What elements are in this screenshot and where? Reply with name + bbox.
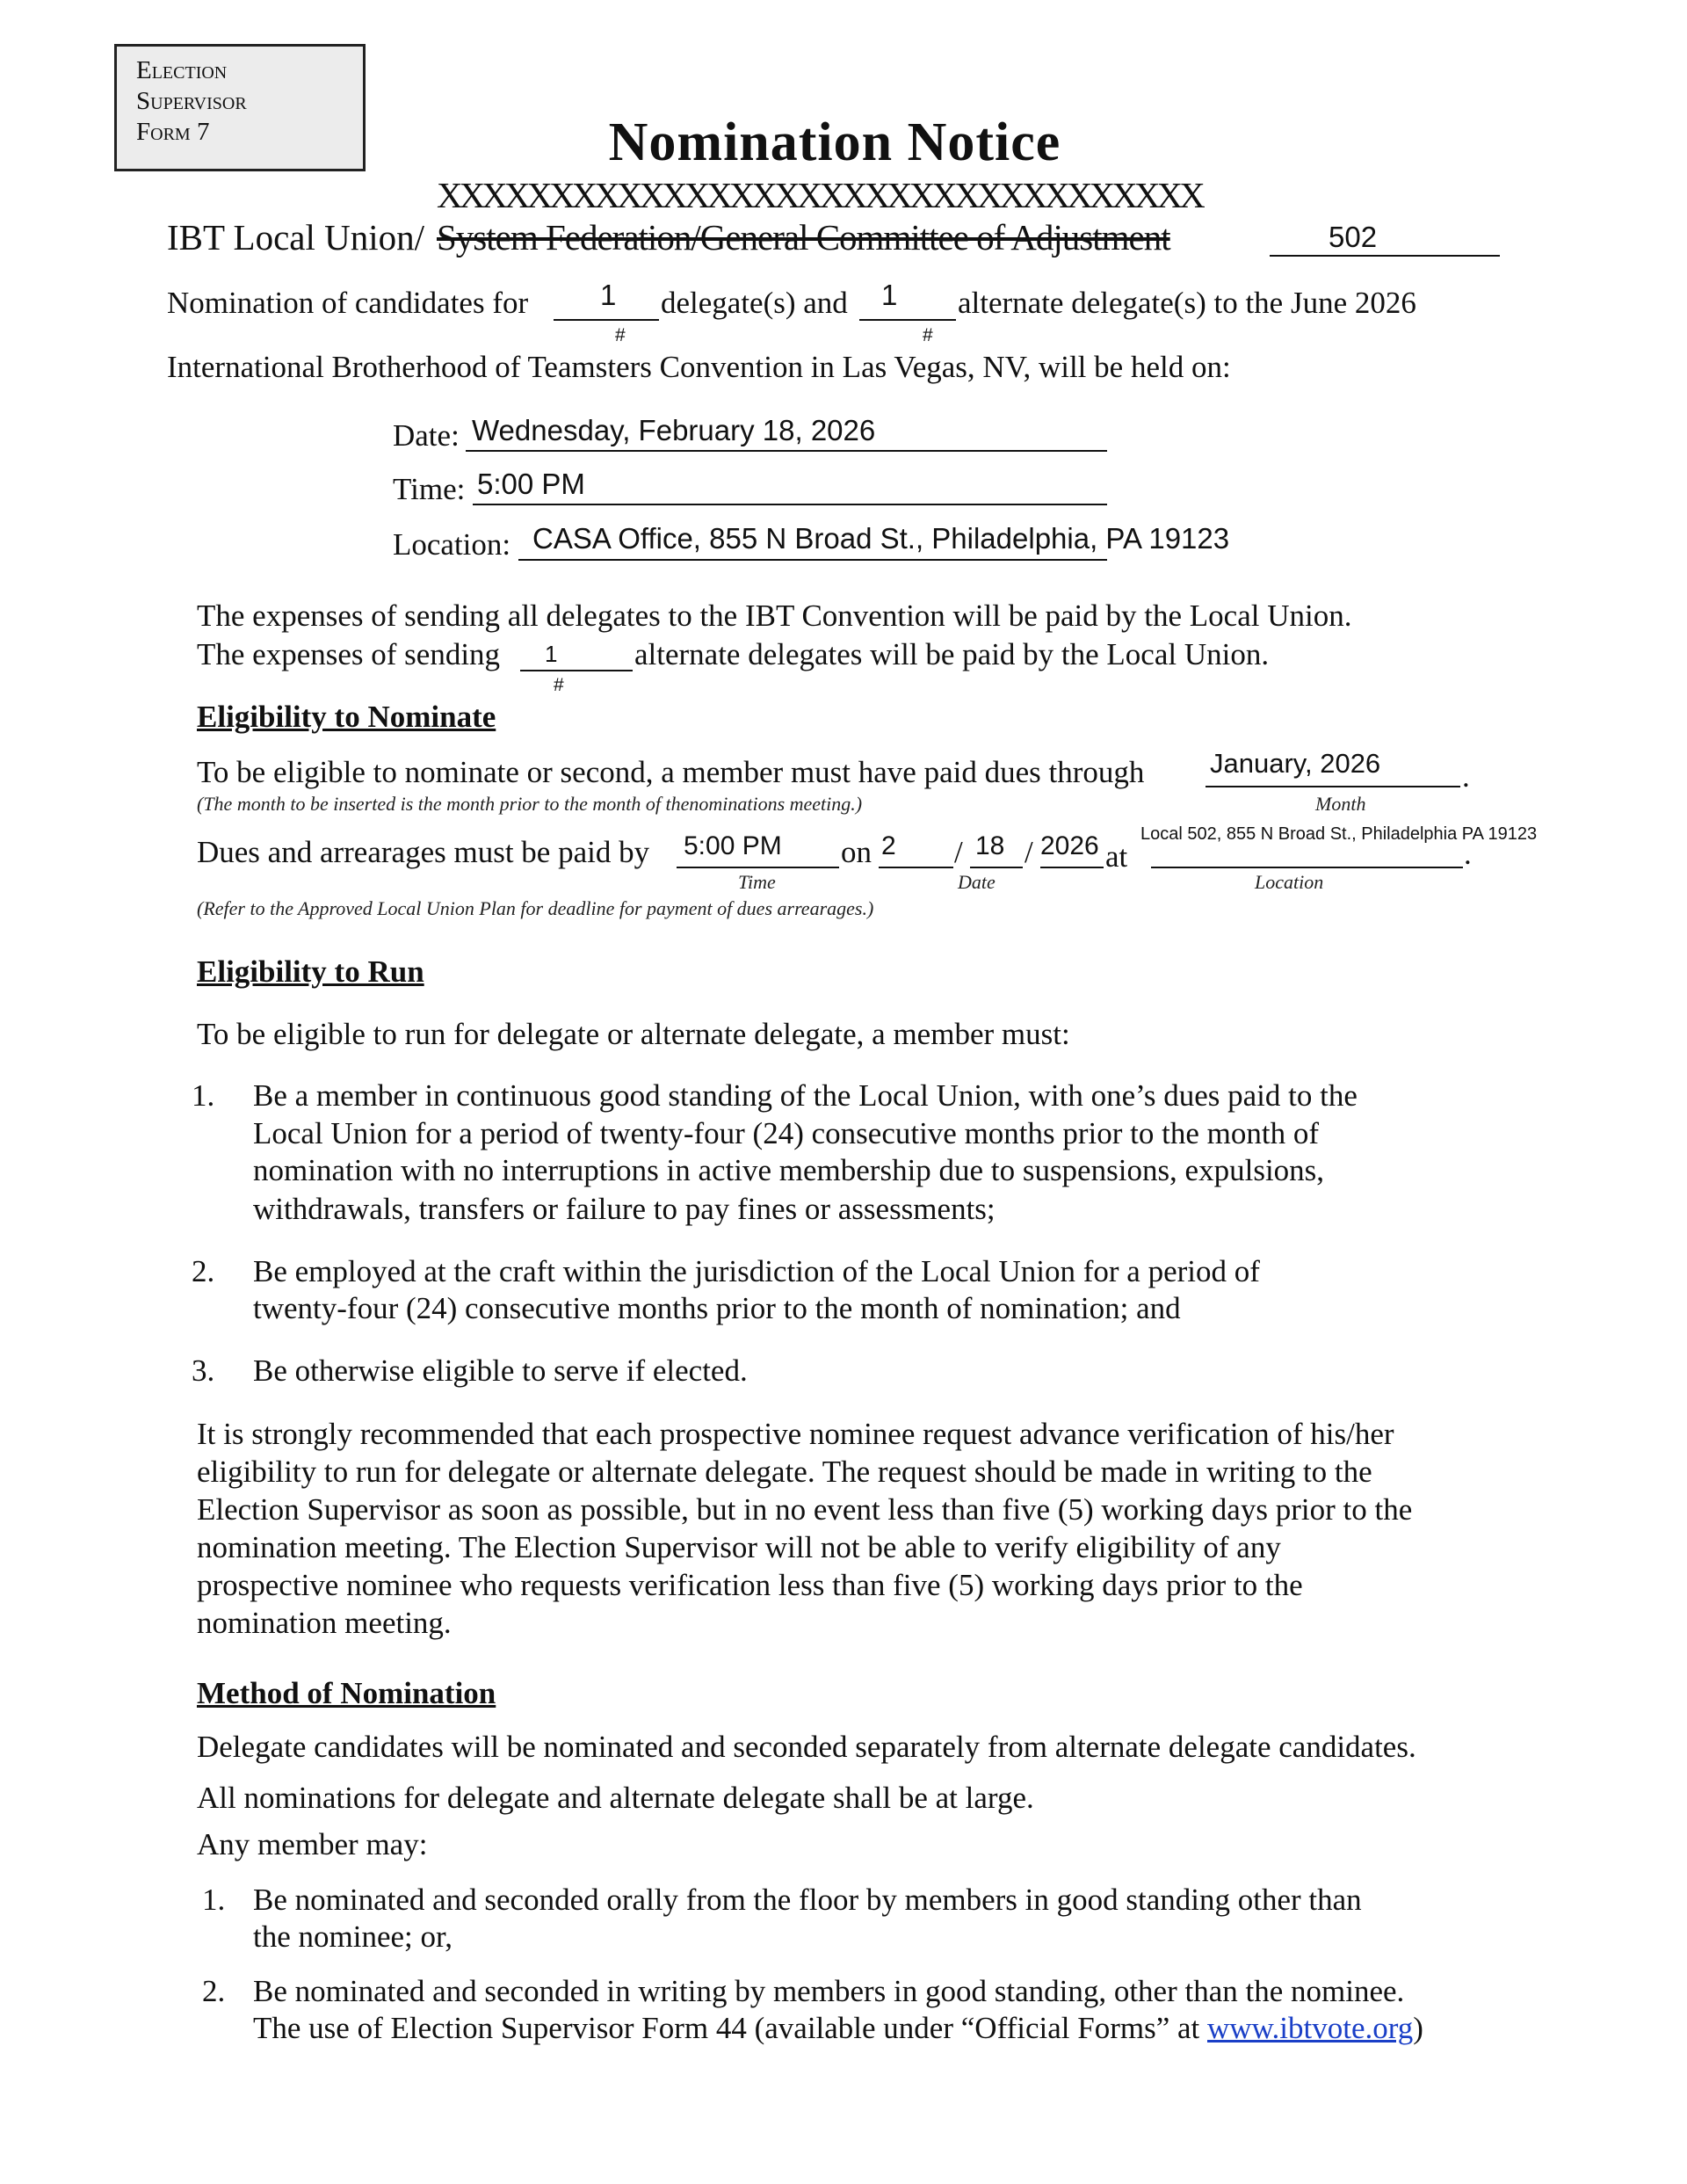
- expenses-line-1: The expenses of sending all delegates to the IBT Convention will be paid by the Local Union.: [197, 599, 1352, 633]
- list-item-line: Be otherwise eligible to serve if elected.: [253, 1353, 748, 1388]
- time-label: Time:: [393, 472, 466, 506]
- date-slash: /: [954, 835, 963, 869]
- refer-note: (Refer to the Approved Local Union Plan for deadline for payment of dues arrearages.): [197, 897, 874, 919]
- expenses-text-b: alternate delegates will be paid by the Local Union.: [634, 637, 1270, 671]
- form-label-line: Form 7: [136, 118, 210, 146]
- hash-label: #: [615, 325, 626, 345]
- method-line-2: All nominations for delegate and alternate delegate shall be at large.: [197, 1781, 1034, 1815]
- paragraph-line: It is strongly recommended that each prospective nominee request advance verification of his/her: [197, 1417, 1394, 1451]
- dues-time[interactable]: 5:00 PM: [684, 831, 782, 860]
- paragraph-line: prospective nominee who requests verification less than five (5) working days prior to the: [197, 1568, 1303, 1602]
- nomination-text-1: Nomination of candidates for: [167, 286, 529, 320]
- list-item-line: Be nominated and seconded orally from the floor by members in good standing other than: [253, 1883, 1362, 1917]
- union-strike-overlay: XXXXXXXXXXXXXXXXXXXXXXXXXXXXXXXXXX: [437, 175, 1202, 215]
- eligibility-run-heading: Eligibility to Run: [197, 954, 424, 989]
- time-label: Time: [738, 871, 776, 893]
- list-item-line: nomination with no interruptions in active membership due to suspensions, expulsions,: [253, 1153, 1325, 1187]
- dues-day[interactable]: 18: [975, 831, 1005, 860]
- form-label-line: Supervisor: [136, 87, 247, 115]
- union-prefix: IBT Local Union/: [167, 217, 425, 258]
- paragraph-line: eligibility to run for delegate or alternate delegate. The request should be made in writing to the: [197, 1455, 1372, 1489]
- at-text: at: [1105, 839, 1128, 874]
- list-item-line: Local Union for a period of twenty-four (24) consecutive months prior to the month of: [253, 1116, 1320, 1150]
- hash-label: #: [923, 325, 933, 345]
- local-union-number[interactable]: 502: [1329, 221, 1378, 253]
- meeting-location[interactable]: CASA Office, 855 N Broad St., Philadelphia, PA 19123: [532, 522, 1230, 555]
- list-item-line: Be nominated and seconded in writing by members in good standing, other than the nominee.: [253, 1974, 1405, 2008]
- date-slash: /: [1025, 835, 1033, 869]
- page-title: Nomination Notice: [608, 112, 1061, 172]
- union-struck-text: System Federation/General Committee of Adjustment: [437, 217, 1170, 258]
- method-line-3: Any member may:: [197, 1827, 428, 1861]
- month-note: (The month to be inserted is the month prior to the month of thenominations meeting.): [197, 793, 863, 815]
- dues-through-month[interactable]: January, 2026: [1210, 748, 1381, 779]
- list-item-line: withdrawals, transfers or failure to pay fines or assessments;: [253, 1192, 996, 1226]
- hash-label: #: [554, 675, 564, 695]
- nomination-text-3: alternate delegate(s) to the June 2026: [958, 286, 1416, 320]
- location-label: Location: [1255, 871, 1324, 893]
- list-number: 1.: [202, 1883, 226, 1917]
- convention-line: International Brotherhood of Teamsters Convention in Las Vegas, NV, will be held on:: [167, 350, 1231, 384]
- list-number: 3.: [192, 1353, 215, 1388]
- list-number: 2.: [192, 1254, 215, 1288]
- list-item-line: the nominee; or,: [253, 1919, 453, 1954]
- method-line-1: Delegate candidates will be nominated and seconded separately from alternate delegate candidates.: [197, 1730, 1416, 1764]
- dues-text: Dues and arrearages must be paid by: [197, 835, 650, 869]
- paragraph-line: Election Supervisor as soon as possible, but in no event less than five (5) working days prior to the: [197, 1492, 1413, 1527]
- method-heading: Method of Nomination: [197, 1676, 496, 1710]
- period: .: [1462, 759, 1470, 794]
- alternate-expense-count[interactable]: 1: [545, 641, 558, 667]
- form-label-line: Election: [136, 56, 228, 84]
- paragraph-line: nomination meeting.: [197, 1606, 452, 1640]
- date-label: Date: [958, 871, 996, 893]
- list-item-line: Be employed at the craft within the jurisdiction of the Local Union for a period of: [253, 1254, 1260, 1288]
- last-line: [253, 2011, 1423, 2046]
- paragraph-line: nomination meeting. The Election Supervisor will not be able to verify eligibility of any: [197, 1530, 1281, 1564]
- delegate-count[interactable]: 1: [600, 279, 617, 311]
- list-item-line: twenty-four (24) consecutive months prior to the month of nomination; and: [253, 1291, 1181, 1325]
- list-number: 2.: [202, 1974, 226, 2008]
- eligibility-nominate-heading: Eligibility to Nominate: [197, 700, 496, 734]
- on-text: on: [841, 835, 872, 869]
- ibtvote-link[interactable]: www.ibtvote.org: [1207, 2011, 1414, 2045]
- dues-location[interactable]: Local 502, 855 N Broad St., Philadelphia PA 19123: [1140, 824, 1538, 844]
- dues-year[interactable]: 2026: [1040, 831, 1099, 860]
- month-label: Month: [1315, 793, 1366, 815]
- dues-month[interactable]: 2: [881, 831, 896, 860]
- list-item-line: Be a member in continuous good standing of the Local Union, with one’s dues paid to the: [253, 1078, 1358, 1113]
- list-number: 1.: [192, 1078, 215, 1113]
- meeting-date[interactable]: Wednesday, February 18, 2026: [472, 414, 876, 446]
- last-line-text: The use of Election Supervisor Form 44 (available under “Official Forms” at: [253, 2011, 1207, 2045]
- last-line-close: ): [1413, 2011, 1423, 2045]
- meeting-time[interactable]: 5:00 PM: [477, 468, 585, 500]
- alternate-count[interactable]: 1: [881, 279, 898, 311]
- nomination-text-2: delegate(s) and: [661, 286, 848, 320]
- eligibility-run-intro: To be eligible to run for delegate or alternate delegate, a member must:: [197, 1017, 1070, 1051]
- eligibility-nominate-text: To be eligible to nominate or second, a member must have paid dues through: [197, 755, 1145, 789]
- expenses-text-a: The expenses of sending: [197, 637, 501, 671]
- location-label: Location:: [393, 527, 511, 562]
- period: .: [1464, 837, 1472, 871]
- date-label: Date:: [393, 418, 460, 453]
